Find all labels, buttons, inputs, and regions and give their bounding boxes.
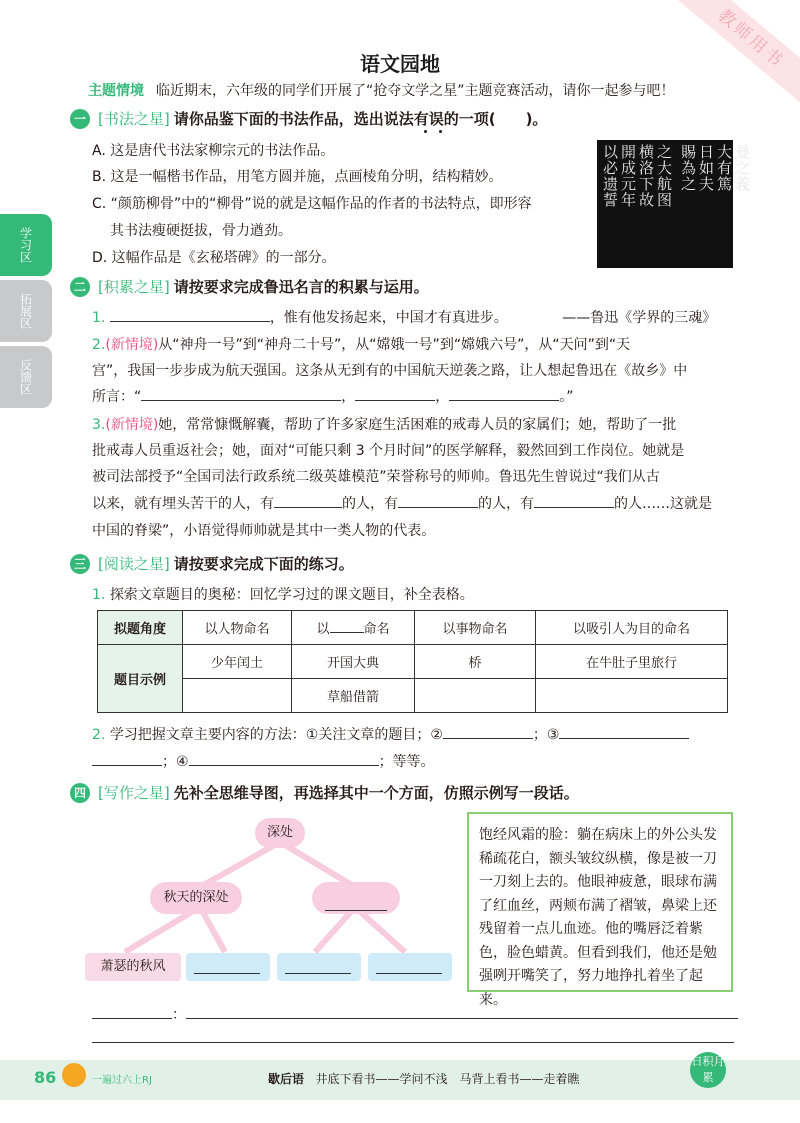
- table-header: 以事物命名: [415, 611, 536, 645]
- option-d: D. 这幅作品是《玄秘塔碑》的一部分。: [92, 250, 336, 266]
- q2-3-line1: 3.(新情境)她，常常慷慨解囊，帮助了许多家庭生活困难的戒毒人员的家属们；她，帮助了一批: [92, 417, 677, 433]
- table-cell-empty[interactable]: [183, 679, 292, 713]
- intro: [88, 80, 675, 100]
- answer-blank[interactable]: [274, 493, 342, 508]
- answer-blank[interactable]: [141, 386, 341, 401]
- q2-3-line3: 被司法部授予“全国司法行政系统二级英雄模范”荣誉称号的师帅。鲁迅先生曾说过“我们从古: [92, 469, 660, 485]
- section-badge: 四: [70, 783, 90, 803]
- answer-blank[interactable]: [92, 751, 162, 766]
- section-name: [写作之星]: [98, 784, 170, 802]
- section-question: 请你品鉴下面的书法作品，选出说法有误的一项( )。: [173, 110, 548, 128]
- mind-map-root: 深处: [255, 818, 305, 848]
- side-tab-feedback[interactable]: 反馈区: [0, 346, 52, 408]
- table-cell: 桥: [415, 645, 536, 679]
- section-question: 先补全思维导图，再选择其中一个方面，仿照示例写一段话。: [173, 784, 579, 802]
- writing-line-2[interactable]: [92, 1042, 734, 1043]
- mind-map-leaf-blank[interactable]: [277, 953, 361, 981]
- section-writing-header: [70, 782, 579, 803]
- section-question: 请按要求完成鲁迅名言的积累与运用。: [173, 278, 429, 296]
- section-name: [积累之星]: [98, 278, 170, 296]
- answer-blank[interactable]: [189, 751, 379, 766]
- answer-blank[interactable]: [330, 618, 364, 633]
- q2-1: 1. ，惟有他发扬起来，中国才有真进步。 ——鲁迅《学界的三魂》: [92, 307, 716, 327]
- q2-2-line3: 所言：“ ， ， 。”: [92, 386, 574, 406]
- section-badge: 一: [70, 109, 90, 129]
- q3-2-line2: ；④ ；等等。: [92, 751, 435, 771]
- section-badge: 二: [70, 277, 90, 297]
- q2-2-line2: 宫”，我国一步步成为航天强国。这条从无到有的中国航天逆袭之路，让人想起鲁迅在《故乡》中: [92, 363, 688, 379]
- section-name: [阅读之星]: [98, 555, 170, 573]
- option-c: C. “颜筋柳骨”中的“柳骨”说的就是这幅作品的作者的书法特点，即形容: [92, 196, 532, 212]
- example-paragraph: 饱经风霜的脸：躺在病床上的外公头发稀疏花白，额头皱纹纵横，像是被一刀一刀刻上去的。他眼神疲惫，眼球布满了红血丝，两颊布满了褶皱，鼻梁上还残留着一点儿血迹。他的嘴唇泛着紫色，脸色蜡黄。但看到我们，他还是勉强咧开嘴笑了，努力地挣扎着坐了起来。: [467, 812, 733, 992]
- section-name: [书法之星]: [98, 110, 170, 128]
- q3-1: 1. 探索文章题目的奥秘：回忆学习过的课文题目，补全表格。: [92, 587, 474, 603]
- answer-blank[interactable]: [449, 386, 559, 401]
- table-cell: 开国大典: [292, 645, 415, 679]
- section-question: 请按要求完成下面的练习。: [173, 555, 354, 573]
- answer-blank[interactable]: [398, 493, 478, 508]
- table-header: 以 命名: [292, 611, 415, 645]
- option-a: A. 这是唐代书法家柳宗元的书法作品。: [92, 143, 335, 159]
- teacher-edition-tag: 教师用书: [667, 0, 800, 113]
- brand: 一遍过六上RJ: [92, 1075, 152, 1086]
- option-c-cont: 其书法瘦硬挺拔，骨力遒劲。: [110, 223, 292, 239]
- section-accumulate-header: [70, 276, 429, 297]
- answer-blank[interactable]: [534, 493, 614, 508]
- page-number: 86: [34, 1068, 57, 1087]
- page-title: 语文园地: [360, 52, 440, 76]
- table-cell: 在牛肚子里旅行: [536, 645, 728, 679]
- daily-badge: 日积月累: [690, 1052, 726, 1088]
- mind-map-leaf-blank[interactable]: [186, 953, 270, 981]
- proverb: 歇后语 井底下看书——学问不浅 马背上看书——走着瞧: [268, 1072, 580, 1086]
- mind-map-leaf: 萧瑟的秋风: [85, 953, 181, 981]
- answer-blank[interactable]: [110, 307, 270, 322]
- q2-3-line2: 批戒毒人员重返社会；她，面对“可能只剩 3 个月时间”的医学解释，毅然回到工作岗位。她就是: [92, 443, 685, 459]
- intro-tag: 主题情境: [88, 83, 144, 99]
- answer-blank[interactable]: [325, 896, 387, 911]
- q3-2-line1: 2. 学习把握文章主要内容的方法：①关注文章的题目；② ；③: [92, 724, 689, 744]
- q2-3-line5: 中国的脊梁”，小语觉得师帅就是其中一类人物的代表。: [92, 523, 436, 539]
- table-cell: 少年闰土: [183, 645, 292, 679]
- table-header: 以人物命名: [183, 611, 292, 645]
- answer-blank[interactable]: [443, 724, 533, 739]
- writing-line[interactable]: ：: [92, 1004, 738, 1024]
- title-table: [97, 610, 728, 713]
- table-row-label: 题目示例: [98, 645, 183, 713]
- section-badge: 三: [70, 554, 90, 574]
- calligraphy-image: 以必遗誓 開成元年 横洛下故 之大航图 賜為之 日如夫 大有篤 曼之義: [597, 140, 733, 268]
- table-cell-empty[interactable]: [415, 679, 536, 713]
- answer-blank[interactable]: [355, 386, 435, 401]
- table-header: 以吸引人为目的命名: [536, 611, 728, 645]
- table-header: 拟题角度: [98, 611, 183, 645]
- table-cell-empty[interactable]: [536, 679, 728, 713]
- answer-blank[interactable]: [559, 724, 689, 739]
- side-tab-study[interactable]: 学习区: [0, 214, 52, 276]
- option-b: B. 这是一幅楷书作品，用笔方圆并施，点画棱角分明，结构精妙。: [92, 169, 503, 185]
- mind-map-node-right[interactable]: [312, 882, 400, 914]
- side-tab-extend[interactable]: 拓展区: [0, 280, 52, 342]
- q2-2-line1: 2.(新情境)从“神舟一号”到“神舟二十号”，从“嫦娥一号”到“嫦娥六号”，从“天问”到“天: [92, 337, 631, 353]
- table-cell: 草船借箭: [292, 679, 415, 713]
- q2-3-line4: 以来，就有埋头苦干的人，有 的人，有 的人，有 的人……这就是: [92, 493, 712, 513]
- section-calligraphy-header: [70, 108, 547, 129]
- section-reading-header: [70, 553, 354, 574]
- intro-text: 临近期末，六年级的同学们开展了“抢夺文学之星”主题竞赛活动，请你一起参与吧！: [156, 83, 675, 99]
- mascot-icon: [62, 1063, 86, 1087]
- mind-map-node-left: 秋天的深处: [150, 882, 242, 914]
- mind-map-leaf-blank[interactable]: [368, 953, 452, 981]
